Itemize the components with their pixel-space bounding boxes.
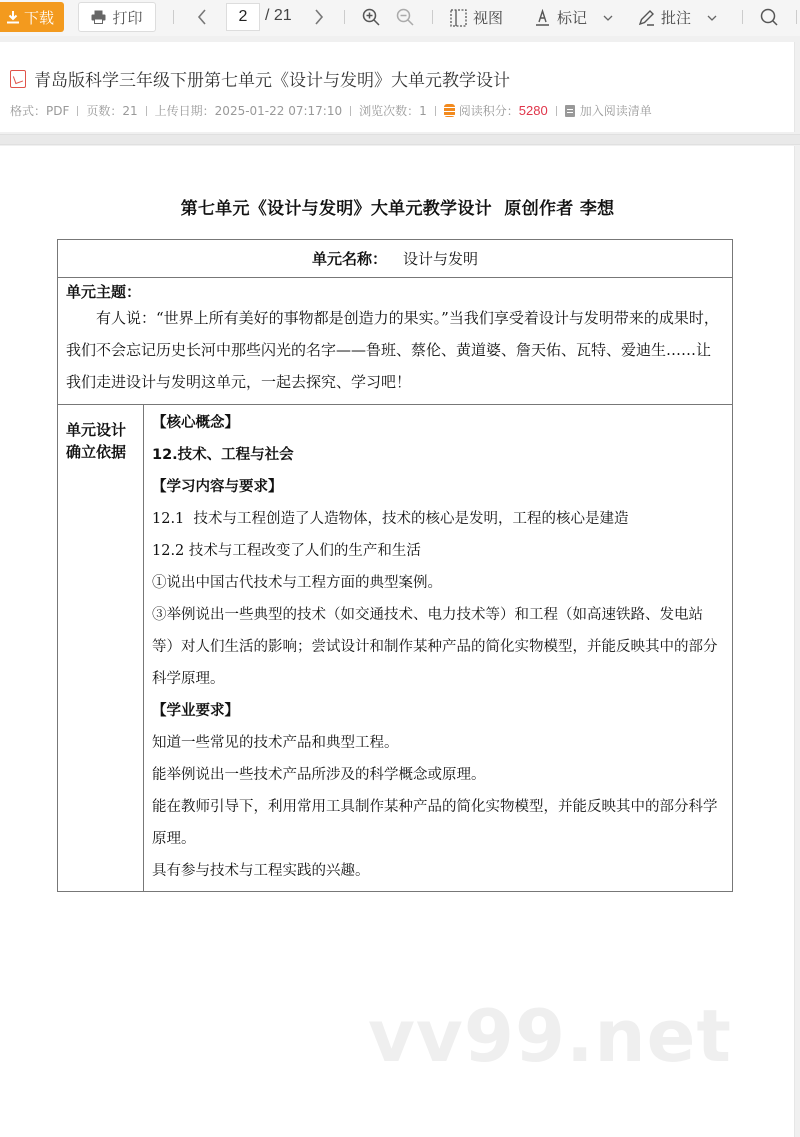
basis-line: ①说出中国古代技术与工程方面的典型案例。 xyxy=(152,575,442,591)
search-icon xyxy=(760,8,778,26)
view-icon xyxy=(450,9,467,27)
toolbar xyxy=(0,0,800,36)
design-basis-content xyxy=(144,405,732,891)
document-title-text: 青岛版科学三年级下册第七单元《设计与发明》大单元教学设计 xyxy=(34,71,510,91)
document-page xyxy=(0,146,795,1137)
chevron-left-icon xyxy=(197,9,207,25)
views-label: 浏览次数：1 xyxy=(359,104,427,118)
view-menu-button[interactable] xyxy=(450,7,503,28)
document-meta xyxy=(10,102,652,119)
basis-line: 具有参与技术与工程实践的兴趣。 xyxy=(152,863,370,879)
toolbar-divider xyxy=(344,10,345,24)
basis-line: ③举例说出一些典型的技术（如交通技术、电力技术等）和工程（如高速铁路、发电站等）对人们生活的影响；尝试设计和制作某种产品的简化实物模型，并能反映其中的部分科学原理。 xyxy=(152,607,718,687)
printer-icon xyxy=(91,10,106,24)
design-basis-label xyxy=(58,405,144,891)
annotate-menu-button[interactable] xyxy=(638,7,717,28)
toolbar-divider xyxy=(742,10,743,24)
next-page-button[interactable] xyxy=(310,0,328,34)
zoom-out-icon xyxy=(396,8,414,26)
unit-table xyxy=(57,239,733,892)
page-number-input[interactable]: 2 xyxy=(226,3,260,31)
view-label: 视图 xyxy=(473,9,504,27)
highlighter-icon xyxy=(534,9,551,26)
document-title xyxy=(10,66,510,91)
basis-line: 能举例说出一些技术产品所涉及的科学概念或原理。 xyxy=(152,767,486,783)
chevron-down-icon xyxy=(603,15,613,21)
zoom-out-button[interactable] xyxy=(394,0,416,34)
basis-line: 【学习内容与要求】 xyxy=(152,479,283,495)
toolbar-divider xyxy=(796,10,797,24)
pen-icon xyxy=(638,9,655,26)
page-separator xyxy=(0,134,800,145)
toolbar-divider xyxy=(173,10,174,24)
download-icon xyxy=(6,10,20,24)
clipboard-icon xyxy=(565,105,575,117)
search-button[interactable] xyxy=(758,0,780,34)
score-label: 阅读积分： xyxy=(458,104,519,118)
unit-theme-text: 有人说：“世界上所有美好的事物都是创造力的果实。”当我们享受着设计与发明带来的成果时，我们不会忘记历史长河中那些闪光的名字——鲁班、蔡伦、黄道婆、詹天佑、瓦特、爱迪生……让我们走进设计与发明这单元，一起去探究、学习吧！ xyxy=(66,309,719,391)
annotate-label: 批注 xyxy=(661,9,692,27)
design-basis-row xyxy=(58,405,732,891)
add-reading-list-label: 加入阅读清单 xyxy=(579,104,652,118)
mark-label: 标记 xyxy=(557,9,588,27)
pages-label: 页数：21 xyxy=(86,104,138,118)
print-label: 打印 xyxy=(112,8,143,27)
unit-name-row xyxy=(58,240,732,278)
download-label: 下载 xyxy=(23,8,54,27)
design-basis-label-line1: 单元设计 xyxy=(66,421,127,439)
coin-stack-icon xyxy=(444,104,455,117)
unit-name-label: 单元名称： xyxy=(311,250,387,268)
unit-theme-label: 单元主题： xyxy=(66,283,142,301)
meta-divider xyxy=(556,106,557,116)
basis-line: 12.2 技术与工程改变了人们的生产和生活 xyxy=(152,543,421,559)
zoom-in-icon xyxy=(362,8,380,26)
meta-divider xyxy=(146,106,147,116)
score-value: 5280 xyxy=(518,103,548,118)
page-heading: 第七单元《设计与发明》大单元教学设计 原创作者 李想 xyxy=(180,199,615,219)
toolbar-divider xyxy=(432,10,433,24)
meta-divider xyxy=(350,106,351,116)
pdf-file-icon xyxy=(10,70,26,88)
add-reading-list-button[interactable] xyxy=(565,102,652,119)
mark-menu-button[interactable] xyxy=(534,7,613,28)
unit-name-value: 设计与发明 xyxy=(403,250,479,268)
basis-line: 【核心概念】 xyxy=(152,415,239,431)
basis-line: 12.1 技术与工程创造了人造物体，技术的核心是发明，工程的核心是建造 xyxy=(152,511,629,527)
format-label: 格式：PDF xyxy=(10,104,70,118)
basis-line: 能在教师引导下，利用常用工具制作某种产品的简化实物模型，并能反映其中的部分科学原理。 xyxy=(152,799,718,847)
page-total: / 21 xyxy=(265,7,292,24)
chevron-right-icon xyxy=(314,9,324,25)
watermark: vv99.net xyxy=(368,994,732,1078)
chevron-down-icon xyxy=(707,15,717,21)
design-basis-label-line2: 确立依据 xyxy=(66,443,127,461)
zoom-in-button[interactable] xyxy=(360,0,382,34)
document-info-card xyxy=(0,42,795,132)
upload-date-label: 上传日期：2025-01-22 07:17:10 xyxy=(154,104,343,118)
basis-line: 知道一些常见的技术产品和典型工程。 xyxy=(152,735,399,751)
meta-divider xyxy=(435,106,436,116)
basis-line: 【学业要求】 xyxy=(152,703,239,719)
unit-theme-row xyxy=(58,278,732,405)
download-button[interactable] xyxy=(0,2,64,32)
prev-page-button[interactable] xyxy=(193,0,211,34)
basis-line: 12.技术、工程与社会 xyxy=(152,447,294,463)
print-button[interactable] xyxy=(78,2,156,32)
meta-divider xyxy=(77,106,78,116)
